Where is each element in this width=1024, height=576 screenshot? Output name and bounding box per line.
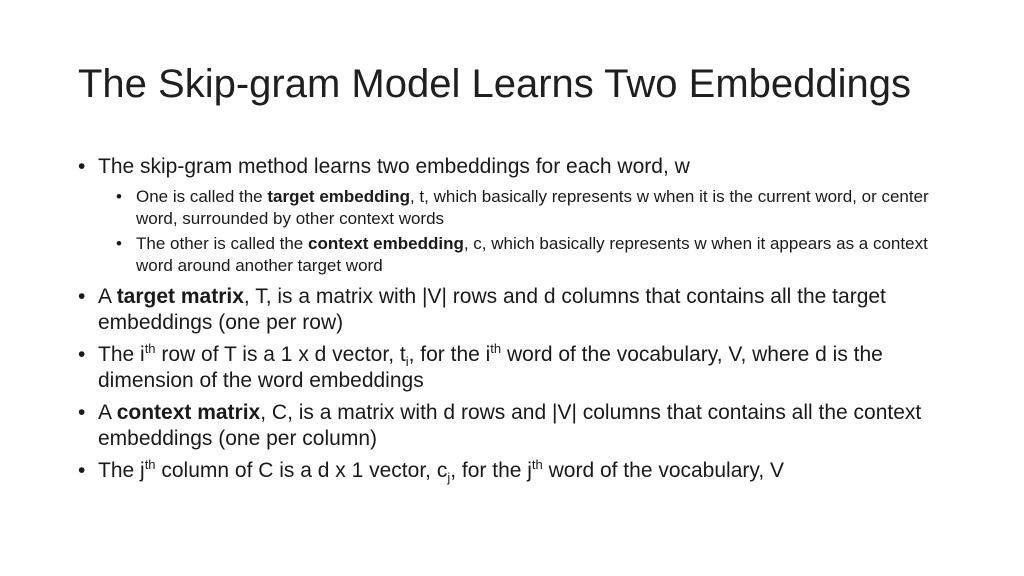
sub-bullet-list [78,186,958,277]
bullet-marker: • [116,187,122,206]
superscript: th [531,457,543,472]
bullet-ith-row [78,342,958,394]
bullet-marker: • [116,234,122,253]
superscript: th [144,457,156,472]
text-segment: One is called the [136,187,268,206]
text-segment: , for the j [450,459,532,482]
bullet-marker: • [78,459,86,482]
text-segment: column of C is a d x 1 vector, c [155,459,448,482]
text-segment: , c, which basically represents w when it appears as a context word around another target word [136,234,928,275]
superscript: th [490,341,502,356]
bullet-target-matrix [78,284,958,336]
bullet-context-matrix [78,400,958,452]
bullet-text: The skip-gram method learns two embeddings for each word, w [98,155,690,178]
text-segment: word of the vocabulary, V [542,459,784,482]
bullet-marker: • [78,155,86,178]
bold-term-target-matrix: target matrix [116,285,244,308]
slide-content [78,154,958,490]
sub-bullet-context-embedding [116,233,958,277]
slide-title: The Skip-gram Model Learns Two Embeddings [78,62,912,106]
text-segment: row of T is a 1 x d vector, t [155,343,406,366]
bold-term-context-embedding: context embedding [307,234,464,253]
subscript: i [405,354,409,370]
subscript: j [447,470,451,486]
bullet-skip-gram-method [78,154,958,180]
text-segment: A [98,401,117,424]
sub-bullet-target-embedding [116,186,958,230]
bullet-marker: • [78,285,86,308]
text-segment: , t, which basically represents w when it is the current word, or center word, surrounded by other context words [136,187,929,228]
bold-term-target-embedding: target embedding [267,187,410,206]
superscript: th [144,341,156,356]
text-segment: , C, is a matrix with d rows and |V| columns that contains all the context embeddings (one per column) [98,401,922,450]
bullet-marker: • [78,401,86,424]
text-segment: , T, is a matrix with |V| rows and d columns that contains all the target embeddings (one per row) [98,285,886,334]
text-segment: A [98,285,117,308]
text-segment: , for the i [408,343,491,366]
bullet-jth-column [78,458,958,484]
text-segment: The i [98,343,145,366]
bullet-marker: • [78,343,86,366]
text-segment: The j [98,459,145,482]
text-segment: word of the vocabulary, V, where d is the dimension of the word embeddings [98,343,883,392]
text-segment: The other is called the [136,234,308,253]
bold-term-context-matrix: context matrix [116,401,261,424]
